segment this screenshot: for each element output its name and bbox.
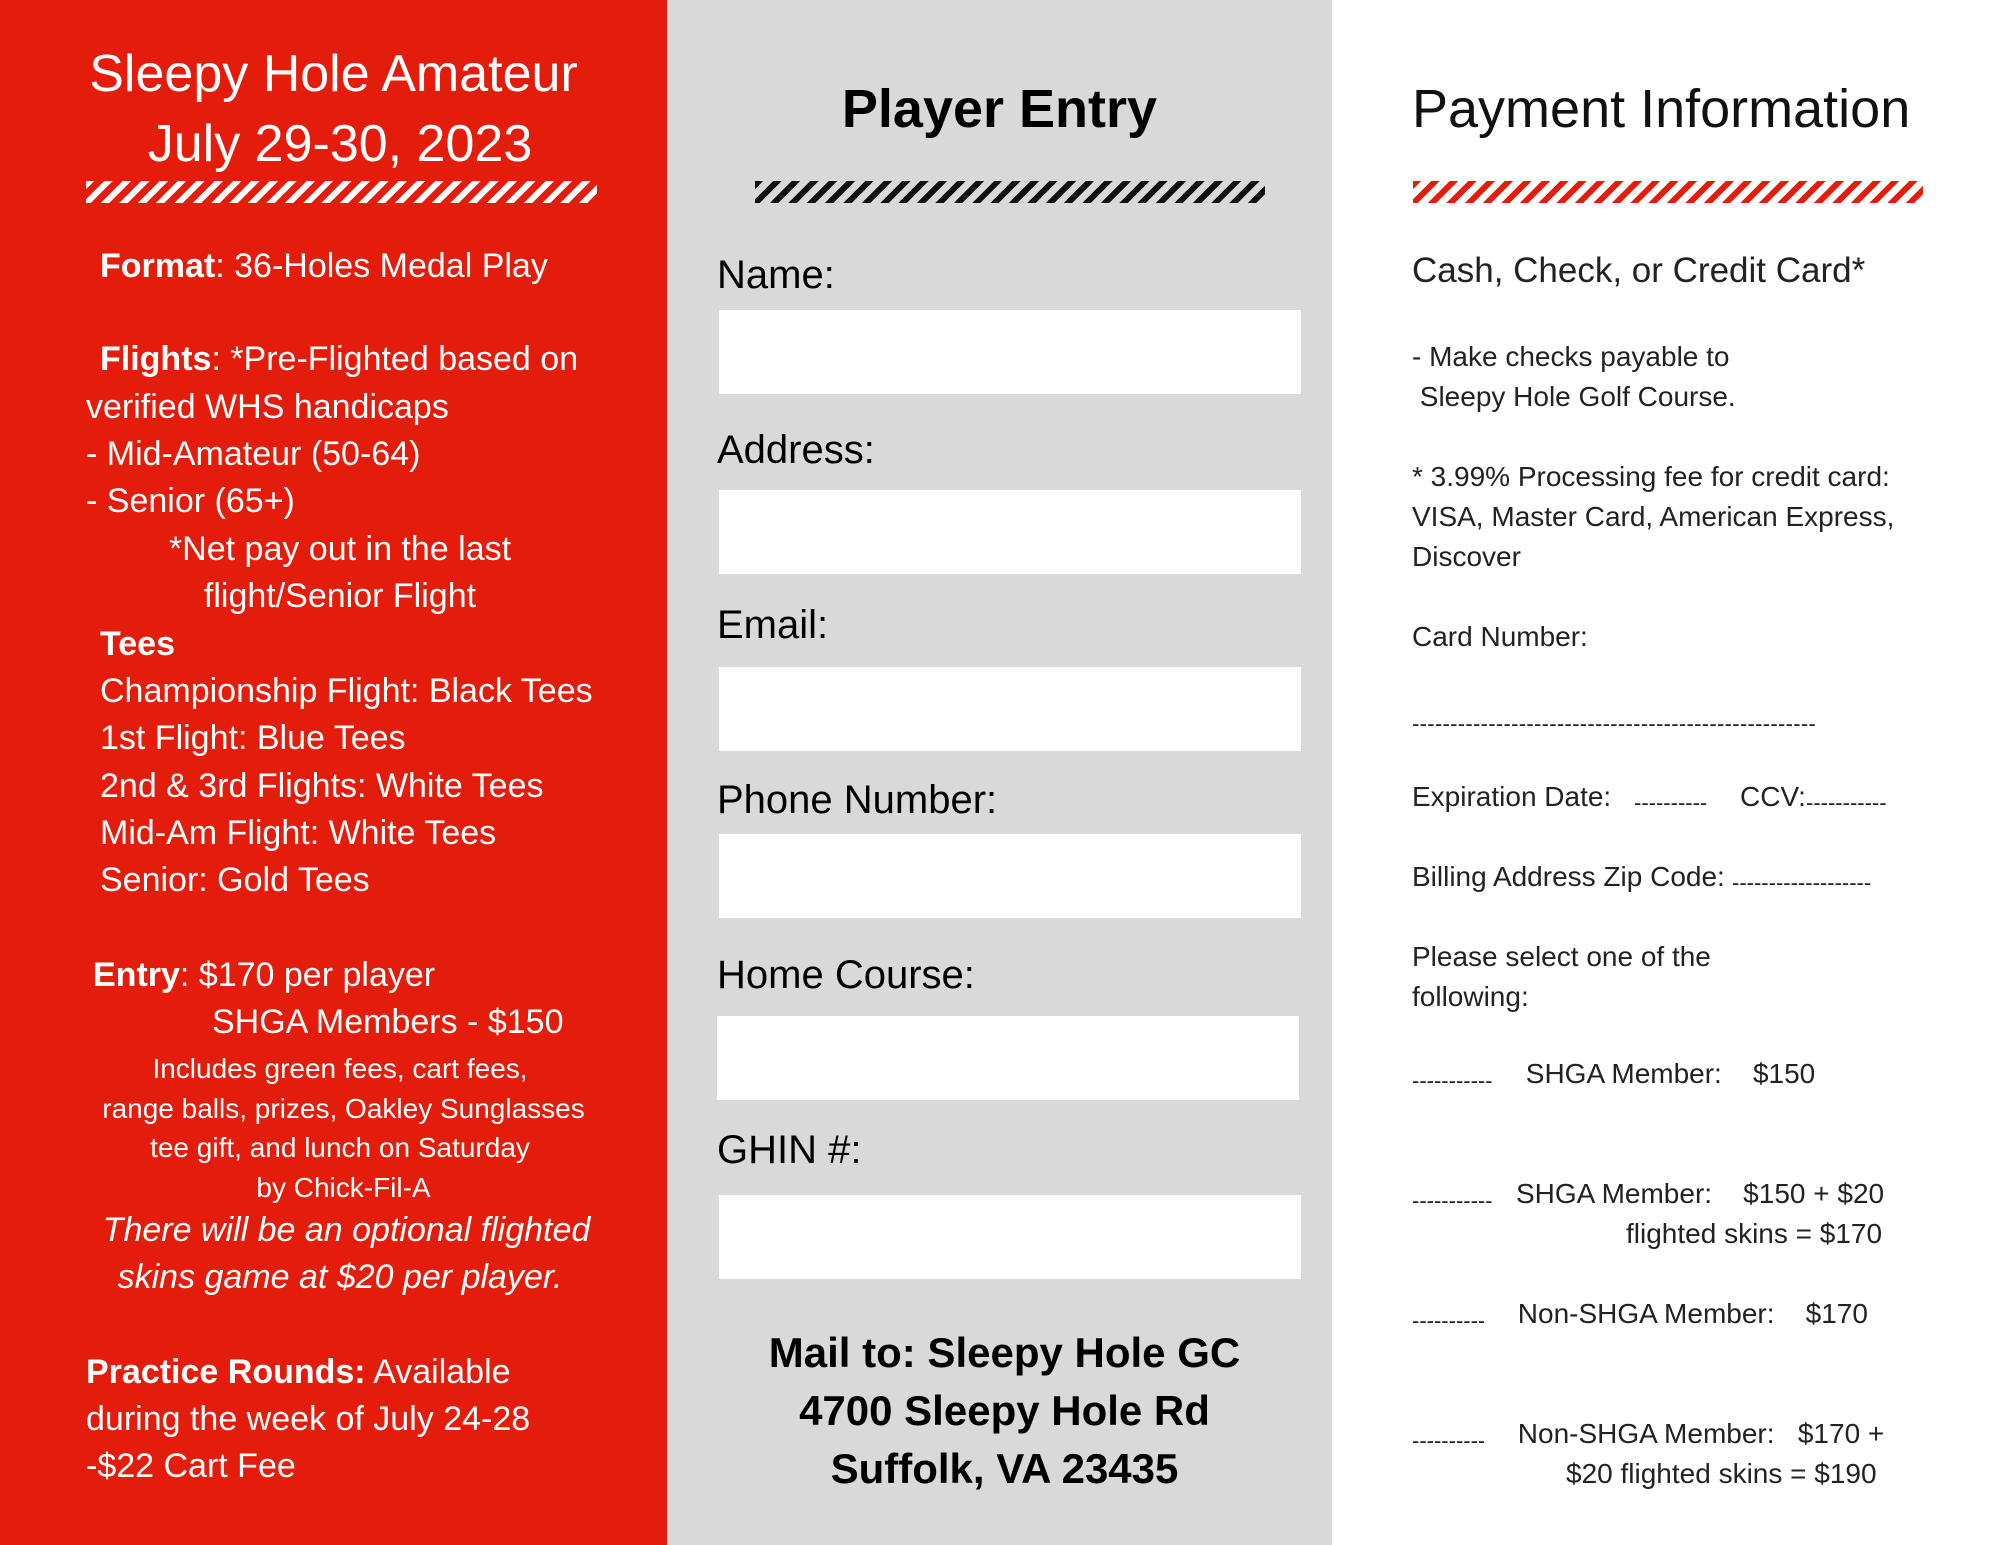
divider-stripe <box>1413 181 1923 203</box>
mail-to-line2: 4700 Sleepy Hole Rd <box>799 1387 1210 1434</box>
mail-to-line3: Suffolk, VA 23435 <box>830 1445 1179 1492</box>
tournament-title: Sleepy Hole Amateur <box>89 45 578 103</box>
format-value: : 36-Holes Medal Play <box>215 247 548 285</box>
includes-line: by Chick-Fil-A <box>256 1172 431 1203</box>
ccv-label: CCV: <box>1740 781 1806 812</box>
select-one-line2: following: <box>1412 981 1529 1012</box>
home-course-field[interactable] <box>717 1016 1299 1100</box>
card-number-label: Card Number: <box>1412 621 1588 652</box>
expiration-label: Expiration Date: <box>1412 781 1612 812</box>
net-payout-line2: flight/Senior Flight <box>203 577 477 615</box>
flights-senior: - Senior (65+) <box>86 482 295 520</box>
skins-note-line1: There will be an optional flighted <box>102 1211 591 1249</box>
practice-dates: during the week of July 24-28 <box>86 1400 531 1438</box>
option-non-shga-member-skins-line2: $20 flighted skins = $190 <box>1566 1458 1877 1489</box>
checks-payable-line2: Sleepy Hole Golf Course. <box>1412 381 1736 412</box>
mail-to-line1: Mail to: Sleepy Hole GC <box>768 1329 1241 1376</box>
tee-assignment: 2nd & 3rd Flights: White Tees <box>100 767 544 805</box>
entry-label: Entry <box>93 956 180 994</box>
format-line <box>100 249 548 283</box>
entry-line <box>93 958 435 992</box>
tee-assignment: Championship Flight: Black Tees <box>100 672 593 710</box>
payment-info-title: Payment Information <box>1412 79 1911 139</box>
includes-line: tee gift, and lunch on Saturday <box>150 1132 530 1163</box>
ghin-label: GHIN #: <box>717 1128 862 1172</box>
tournament-dates: July 29-30, 2023 <box>147 115 533 173</box>
tee-assignment: 1st Flight: Blue Tees <box>100 719 406 757</box>
processing-fee-line3: Discover <box>1412 541 1521 572</box>
ccv-blank[interactable]: ----------- <box>1806 790 1887 815</box>
skins-note-line2: skins game at $20 per player. <box>117 1258 563 1296</box>
option-blank[interactable]: ----------- <box>1412 1188 1493 1213</box>
flights-handicap-text: verified WHS handicaps <box>86 388 449 426</box>
includes-line: Includes green fees, cart fees, <box>152 1053 528 1084</box>
option-shga-member: SHGA Member: $150 <box>1518 1058 1816 1089</box>
home-course-label: Home Course: <box>717 953 975 997</box>
processing-fee-line2: VISA, Master Card, American Express, <box>1412 501 1895 532</box>
player-entry-title: Player Entry <box>841 79 1158 139</box>
practice-cart-fee: -$22 Cart Fee <box>86 1447 296 1485</box>
payment-methods: Cash, Check, or Credit Card* <box>1412 251 1866 290</box>
phone-number-field[interactable] <box>719 834 1301 918</box>
practice-line <box>86 1355 511 1389</box>
includes-line: range balls, prizes, Oakley Sunglasses <box>102 1093 585 1124</box>
email-field[interactable] <box>719 667 1301 751</box>
option-blank[interactable]: ---------- <box>1412 1308 1486 1333</box>
select-one-line1: Please select one of the <box>1412 941 1711 972</box>
name-label: Name: <box>717 253 835 297</box>
option-shga-member-skins-line2: flighted skins = $170 <box>1626 1218 1883 1249</box>
address-field[interactable] <box>719 490 1301 574</box>
entry-value: : $170 per player <box>179 956 436 994</box>
option-non-shga-member: Non-SHGA Member: $170 <box>1510 1298 1868 1329</box>
format-label: Format <box>100 247 216 285</box>
expiration-blank[interactable]: ---------- <box>1634 790 1708 815</box>
net-payout-line1: *Net pay out in the last <box>168 530 512 568</box>
checks-payable-line1: - Make checks payable to <box>1412 341 1730 372</box>
divider-stripe <box>755 181 1265 203</box>
flights-line <box>100 342 578 376</box>
flights-value: : *Pre-Flighted based on <box>211 340 579 378</box>
tee-assignment: Senior: Gold Tees <box>100 861 370 899</box>
tees-heading: Tees <box>100 625 175 663</box>
divider-stripe <box>86 181 597 203</box>
flights-mid-amateur: - Mid-Amateur (50-64) <box>86 435 421 473</box>
processing-fee-line1: * 3.99% Processing fee for credit card: <box>1412 461 1890 492</box>
player-entry-panel <box>667 0 1332 1545</box>
option-blank[interactable]: ---------- <box>1412 1428 1486 1453</box>
ghin-field[interactable] <box>719 1195 1301 1279</box>
option-non-shga-member-skins: Non-SHGA Member: $170 + <box>1510 1418 1885 1449</box>
zip-code-blank[interactable]: ------------------- <box>1732 870 1872 895</box>
name-field[interactable] <box>719 310 1301 394</box>
payment-info-panel <box>1332 0 2000 1545</box>
option-shga-member-skins: SHGA Member: $150 + $20 <box>1516 1178 1885 1209</box>
card-number-blank[interactable]: ----------------------------------------------------- <box>1412 711 1817 736</box>
flights-label: Flights <box>100 340 212 378</box>
shga-member-price: SHGA Members - $150 <box>212 1003 564 1041</box>
option-blank[interactable]: ----------- <box>1412 1068 1493 1093</box>
tee-assignment: Mid-Am Flight: White Tees <box>100 814 497 852</box>
practice-label: Practice Rounds: <box>86 1353 366 1391</box>
practice-value: Available <box>365 1353 511 1391</box>
address-label: Address: <box>717 428 875 472</box>
email-label: Email: <box>717 603 829 647</box>
tournament-info-panel <box>0 0 667 1545</box>
zip-code-label: Billing Address Zip Code: <box>1412 861 1725 892</box>
phone-number-label: Phone Number: <box>717 778 998 822</box>
